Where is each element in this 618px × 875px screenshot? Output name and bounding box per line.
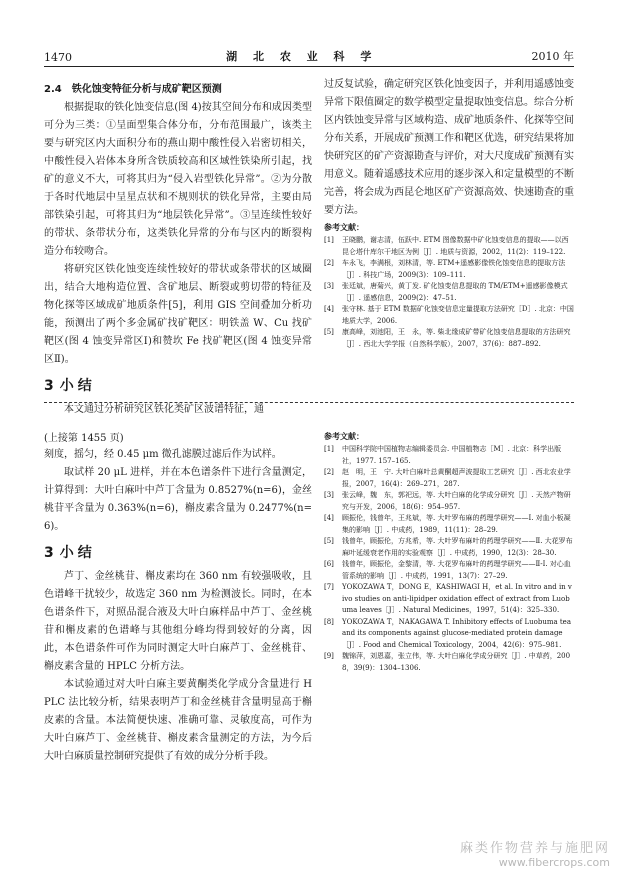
reference-text: 车永飞，李满根，刘林清，等. ETM+遥感影像铁化蚀变信息的提取方法［J］. 科技广场，2009(3)：109–111.	[342, 259, 566, 279]
reference-item	[324, 327, 574, 350]
reference-item	[324, 559, 574, 582]
reference-text: 张云峰，魏 东，郭祀远，等. 大叶白麻的化学成分研究［J］. 天然产物研究与开发，2006，18(6)：954–957.	[342, 491, 571, 511]
reference-item	[324, 444, 574, 467]
site-watermark	[460, 837, 610, 869]
body-paragraph: 刻度，摇匀，经 0.45 μm 微孔滤膜过滤后作为试样。	[44, 449, 282, 460]
reference-list	[324, 444, 574, 674]
reference-text: 康高峰，刘池阳，王 永，等. 柴北缘成矿带矿化蚀变信息提取的方法研究［J］. 西北大学学报（自然科学版），2007，37(6)：887–892.	[342, 328, 571, 348]
publication-year: 2010 年	[531, 50, 574, 63]
reference-text: 顾振伦，钱曾年，王兆斌，等. 大叶罗布麻的药理学研究——Ⅰ. 对血小板凝集的影响［J］. 中成药，1989，11(11)：28–29.	[342, 514, 571, 534]
body-paragraph: 取试样 20 μL 进样，并在本色谱条件下进行含量测定，计算得到：大叶白麻叶中芦丁含量为 0.8527%(n=6)，金丝桃苷平含量为 0.363%(n=6)，槲皮素含量为 0.2477%(n=6)。	[44, 467, 312, 532]
reference-item	[324, 467, 574, 490]
reference-text: 张守林. 基于 ETM 数据矿化蚀变信息定量提取方法研究［D］. 北京：中国地质大学，2006.	[342, 305, 574, 325]
reference-number: [7]	[324, 583, 334, 591]
reference-number: [3]	[324, 491, 334, 499]
journal-title: 湖 北 农 业 科 学	[226, 50, 378, 63]
reference-item	[324, 490, 574, 513]
page-header	[44, 48, 574, 64]
reference-item	[324, 536, 574, 559]
body-paragraph: 根据提取的铁化蚀变信息(图 4)按其空间分布和成因类型可分为三类：①呈面型集合体分布，分布范围最广，该类主要与研究区内大面积分布的燕山期中酸性侵入岩密切相关，中酸性侵入岩体本身所含铁质较高和区域性铁染所引起，找矿的意义不大，可将其归为“侵入岩型铁化异常”。②为分散于各时代地层中呈星点状和不规则状的铁化异常，主要由局部铁染引起，可将其归为“地层铁化异常”。③呈连续性较好的带状、条带状分布，这类铁化异常的分布与区内的断裂构造分布较吻合。	[44, 102, 312, 257]
reference-item	[324, 651, 574, 674]
references-title: 参考文献：	[324, 223, 364, 232]
article-separator	[44, 402, 574, 403]
reference-number: [1]	[324, 445, 334, 453]
watermark-url: www.fibercrops.com	[498, 856, 610, 869]
conclusion-heading	[44, 375, 312, 395]
reference-item	[324, 281, 574, 304]
body-paragraph: 过反复试验，确定研究区铁化蚀变因子，并利用遥感蚀变异常下限值圈定的数学模型定量提取蚀变信息。综合分析区内铁蚀变异常与区域构造、成矿地质条件、化探等空间分布关系，开展成矿预测工作和靶区优选，研究结果将加快研究区的矿产资源勘查与评价，对大尺度成矿预测有实用意义。随着遥感技术应用的逐步深入和定量模型的不断完善，将会成为西昆仑地区矿产资源高效、快速勘查的重要方法。	[324, 79, 574, 216]
continuation-note: (上接第 1455 页)	[44, 433, 124, 444]
reference-item	[324, 235, 574, 258]
reference-list	[324, 235, 574, 350]
reference-item	[324, 304, 574, 327]
bottom-right-column	[324, 429, 574, 674]
reference-item	[324, 617, 574, 652]
conclusion-heading	[44, 542, 312, 562]
bottom-left-column	[44, 429, 312, 766]
reference-number: [2]	[324, 259, 334, 267]
reference-number: [4]	[324, 514, 334, 522]
reference-text: 中国科学院中国植物志编辑委员会. 中国植物志［M］. 北京：科学出版社，1977. 157–165.	[342, 445, 562, 465]
section-heading: 2.4 铁化蚀变特征分析与成矿靶区预测	[44, 84, 222, 95]
reference-text: 张廷斌，唐菊兴，黄丁发. 矿化蚀变信息提取的 TM/ETM+遥感影像模式［J］. 遥感信息，2009(2)：47–51.	[342, 282, 568, 302]
reference-item	[324, 582, 574, 617]
reference-number: [4]	[324, 305, 334, 313]
body-paragraph: 将研究区铁化蚀变连续性较好的带状或条带状的区域圈出，结合大地构造位置、含矿地层、断裂或剪切带的特征及物化探等区域成矿地质条件[5]，利用 GIS 空间叠加分析功能，预测出了两个多金属矿找矿靶区：明铁盖 W、Cu 找矿靶区(图 4 蚀变异常区Ⅰ)和赞坎 Fe 找矿靶区(图 4 蚀变异常区Ⅱ)。	[44, 264, 312, 365]
reference-text: 钱曾年，顾振伦，金黎清，等. 大花罗布麻叶的药理学研究——Ⅱ-Ⅰ. 对心血管系统的影响［J］. 中成药，1991，13(7)：27–29.	[342, 560, 571, 580]
reference-text: YOKOZAWA T，NAKAGAWA T. Inhibitory effects of Luobuma tea and its components against glucose-mediated protein damage［J］. Food and Chemical Toxicology，2004，42(6)：975–981.	[342, 617, 571, 649]
reference-text: 魏锦萍，刘恩嘉，张立伟，等. 大叶白麻化学成分研究［J］. 中草药，2008，39(9)：1304–1306.	[342, 652, 571, 672]
reference-number: [5]	[324, 537, 334, 545]
page-number: 1470	[44, 51, 72, 64]
watermark-title: 麻类作物营养与施肥网	[459, 841, 610, 856]
reference-text: 王晓鹏，谢志清，伍跃中. ETM 图像数据中矿化蚀变信息的提取——以西昆仑塔什库尔干地区为例［J］. 地质与资源，2002，11(2)：119–122.	[342, 236, 569, 256]
reference-item	[324, 513, 574, 536]
reference-number: [8]	[324, 617, 334, 626]
reference-item	[324, 258, 574, 281]
reference-text: 赵 明，王 宁. 大叶白麻叶总黄酮超声波提取工艺研究［J］. 西北农业学报，2007，16(4)：269–271，287.	[342, 468, 571, 488]
heading-number: 3	[44, 545, 54, 561]
body-paragraph: 本试验通过对大叶白麻主要黄酮类化学成分含量进行 HPLC 法比较分析，结果表明芦丁和金丝桃苷含量明显高于槲皮素的含量。本法简便快速、准确可靠、灵敏度高，可作为大叶白麻芦丁、金丝桃苷、槲皮素含量测定的方法，为今后大叶白麻质量控制研究提供了有效的成分分析手段。	[44, 679, 312, 762]
header-rule	[44, 66, 574, 67]
reference-number: [1]	[324, 236, 334, 244]
body-paragraph: 本文通过分析研究区铁化类矿区波谱特征，通	[64, 404, 264, 415]
reference-number: [3]	[324, 282, 334, 290]
top-left-column	[44, 76, 312, 419]
reference-text: YOKOZAWA T，DONG E，KASHIWAGI H，et al. In vitro and in vivo studies on anti-lipidper oxidation effect of extract from Luobuma leaves［J］. Natural Medicines，1997，51(4)：325–330.	[342, 583, 572, 614]
heading-number: 3	[44, 378, 54, 394]
top-right-column	[324, 76, 574, 350]
reference-number: [6]	[324, 560, 334, 568]
reference-number: [9]	[324, 652, 334, 660]
heading-text: 小结	[59, 378, 96, 394]
body-paragraph: 芦丁、金丝桃苷、槲皮素均在 360 nm 有较强吸收，且色谱峰干扰较少，故选定 360 nm 为检测波长。同时，在本色谱条件下，对照品混合液及大叶白麻样品中芦丁、金丝桃苷和槲皮素的色谱峰与其他组分峰均得到较好的分离，因此，本色谱条件可作为同时测定大叶白麻芦丁、金丝桃苷、槲皮素含量的 HPLC 分析方法。	[44, 571, 312, 672]
heading-text: 小结	[59, 545, 96, 561]
references-title: 参考文献：	[324, 432, 364, 441]
reference-number: [5]	[324, 328, 334, 336]
reference-text: 钱曾年，顾振伦，方兆希，等. 大叶罗布麻叶的药理学研究——Ⅱ. 大花罗布麻叶延缓衰老作用的实验观察［J］. 中成药，1990，12(3)：28–30.	[342, 537, 573, 557]
reference-number: [2]	[324, 468, 334, 476]
